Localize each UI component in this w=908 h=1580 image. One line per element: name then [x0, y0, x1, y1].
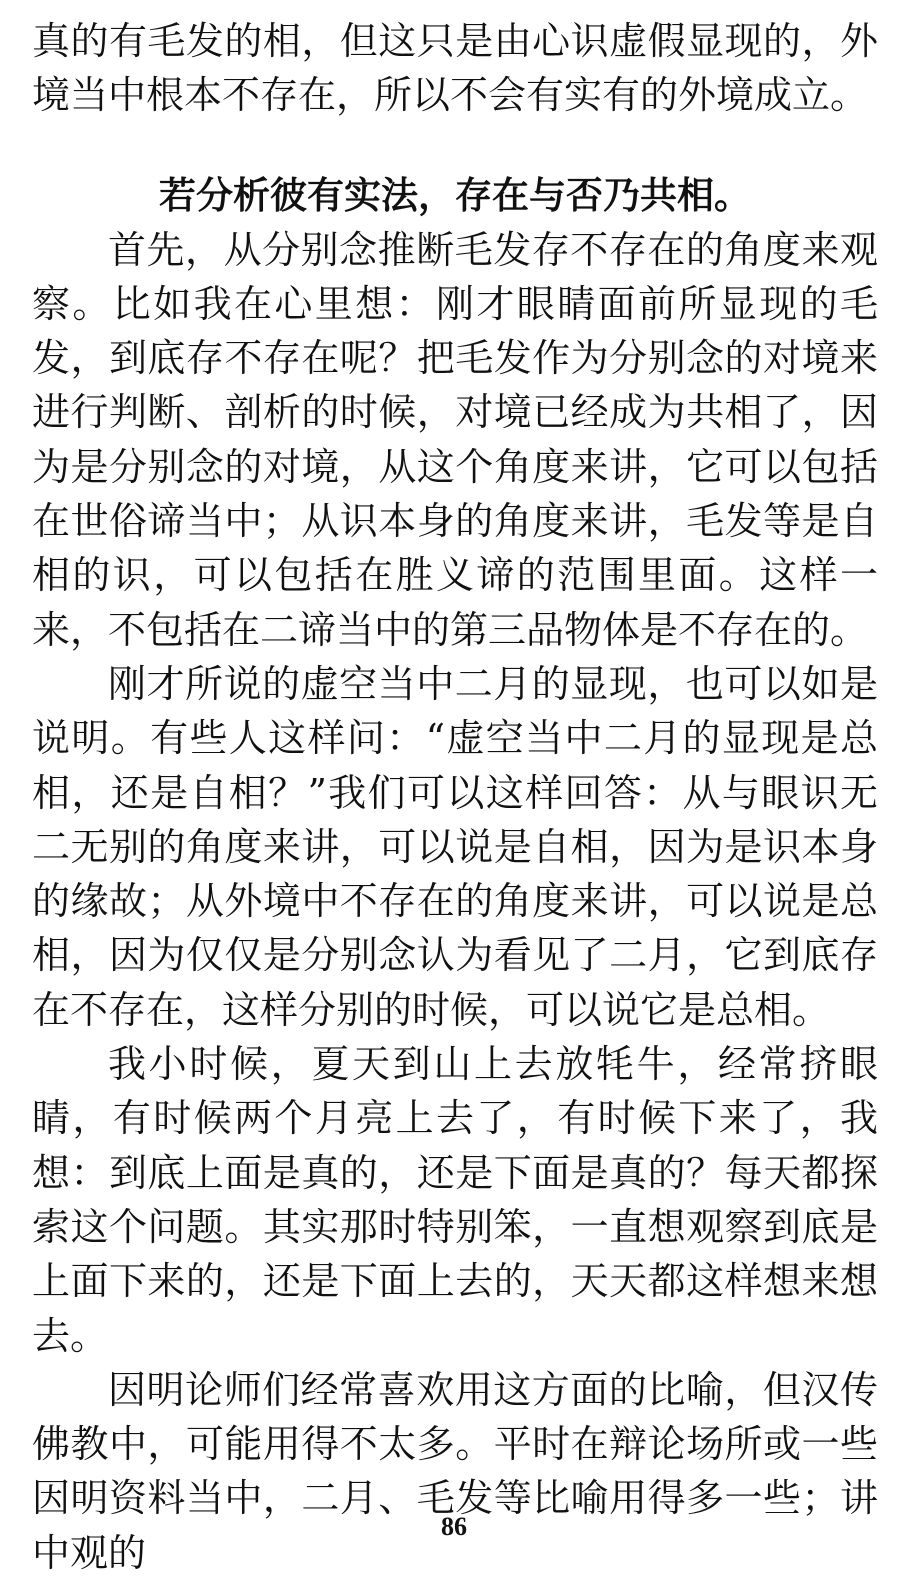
section-heading: 若分析彼有实法，存在与否乃共相。 — [159, 173, 751, 217]
page-number: 86 — [441, 1512, 467, 1541]
continued-paragraph: 真的有毛发的相，但这只是由心识虚假显现的，外境当中根本不存在，所以不会有实有的外境成立。 — [32, 19, 878, 118]
document-body — [32, 14, 878, 1580]
paragraph-3: 我小时候，夏天到山上去放牦牛，经常挤眼睛，有时候两个月亮上去了，有时候下来了，我想：到底上面是真的，还是下面是真的？每天都探索这个问题。其实那时特别笨，一直想观察到底是上面下来的，还是下面上去的，天天都这样想来想去。 — [32, 1042, 878, 1358]
paragraph-1: 首先，从分别念推断毛发存不存在的角度来观察。比如我在心里想：刚才眼睛面前所显现的毛发，到底存不存在呢？把毛发作为分别念的对境来进行判断、剖析的时候，对境已经成为共相了，因为是分别念的对境，从这个角度来讲，它可以包括在世俗谛当中；从识本身的角度来讲，毛发等是自相的识，可以包括在胜义谛的范围里面。这样一来，不包括在二谛当中的第三品物体是不存在的。 — [32, 227, 878, 652]
paragraph-2: 刚才所说的虚空当中二月的显现，也可以如是说明。有些人这样问：“虚空当中二月的显现是总相，还是自相？”我们可以这样回答：从与眼识无二无别的角度来讲，可以说是自相，因为是识本身的缘故；从外境中不存在的角度来讲，可以说是总相，因为仅仅是分别念认为看见了二月，它到底存在不存在，这样分别的时候，可以说它是总相。 — [32, 661, 878, 1032]
paragraph-4: 因明论师们经常喜欢用这方面的比喻，但汉传佛教中，可能用得不太多。平时在辩论场所或一些因明资料当中，二月、毛发等比喻用得多一些；讲中观的 — [32, 1367, 878, 1575]
